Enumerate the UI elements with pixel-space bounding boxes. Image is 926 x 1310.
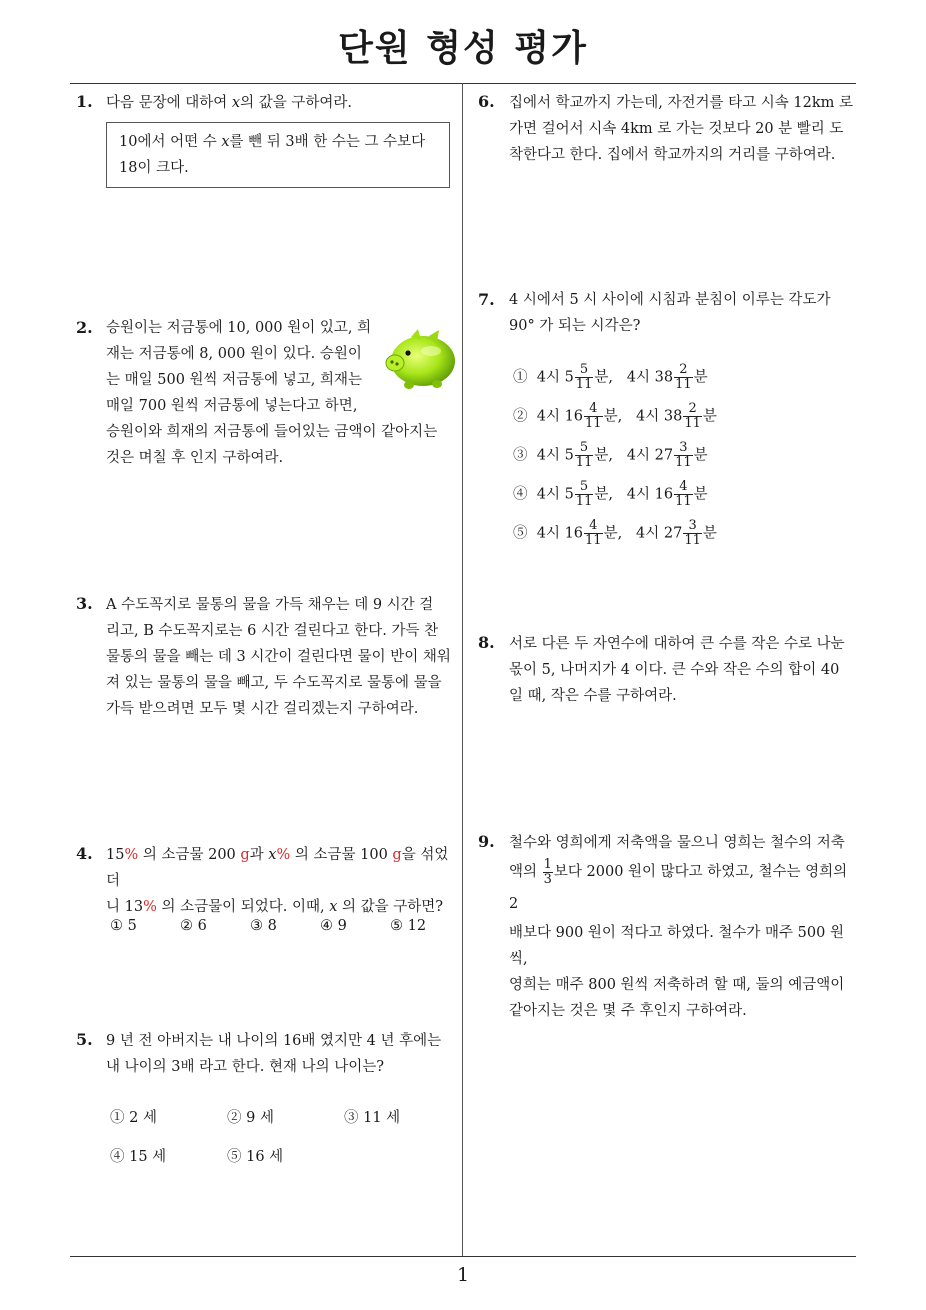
- problem-6-number: 6.: [478, 92, 495, 111]
- problem-8-line: 몫이 5, 나머지가 4 이다. 큰 수와 작은 수의 합이 40: [509, 662, 840, 678]
- problem-7-number: 7.: [478, 290, 495, 309]
- problem-5-line: 내 나이의 3배 라고 한다. 현재 나의 나이는?: [106, 1059, 384, 1075]
- problem-4-line-2: 니 13% 의 소금물이 되었다. 이때, x 의 값을 구하면?: [106, 899, 444, 915]
- fraction: $\frac{4}{11}$: [675, 479, 692, 509]
- problem-7-text: [509, 287, 859, 339]
- problem-3-line: 가득 받으려면 모두 몇 시간 걸리겠는지 구하여라.: [106, 701, 419, 717]
- fraction: $\frac{3}{11}$: [675, 440, 692, 470]
- page-title: 단원 형성 평가: [338, 28, 588, 69]
- problem-3-line: 져 있는 물통의 물을 빼고, 두 수도꼭지로 물통에 물을: [106, 675, 442, 691]
- problem-9-text: [509, 830, 859, 1024]
- problem-9-line: 배보다 900 원이 적다고 하였다. 철수가 매주 500 원씩,: [509, 925, 844, 967]
- choice-option[interactable]: ④ 15 세: [110, 1149, 167, 1165]
- problem-1-var: x: [231, 95, 241, 111]
- problem-6-line: 집에서 학교까지 가는데, 자전거를 타고 시속 12km 로: [509, 95, 853, 111]
- problem-2-number: 2.: [76, 318, 93, 337]
- problem-4-text: [106, 842, 458, 920]
- problem-9-line: 같아지는 것은 몇 주 후인지 구하여라.: [509, 1003, 747, 1019]
- problem-2-line: 승원이는 저금통에 10, 000 원이 있고, 희: [106, 320, 372, 336]
- problem-3-text: [106, 592, 458, 722]
- problem-3-line: 물통의 물을 빼는 데 3 시간이 걸린다면 물이 반이 채워: [106, 649, 451, 665]
- fraction: $\frac{2}{11}$: [675, 362, 692, 392]
- problem-1-box: [106, 122, 450, 188]
- problem-2-line: 는 매일 500 원씩 저금통에 넣고, 희재는: [106, 372, 363, 388]
- problem-8-line: 일 때, 작은 수를 구하여라.: [509, 688, 677, 704]
- choice-option[interactable]: ⑤ 16 세: [227, 1149, 284, 1165]
- problem-3-line: A 수도꼭지로 물통의 물을 가득 채우는 데 9 시간 걸: [106, 597, 434, 613]
- choice-option[interactable]: ④ 9: [320, 918, 347, 934]
- problem-2-line: 재는 저금통에 8, 000 원이 있다. 승원이: [106, 346, 362, 362]
- choice-option[interactable]: ⑤ 4시 16 $\frac{4}{11}$ 분, 4시 27 $\frac{3}{11}$ 분: [513, 518, 717, 548]
- problem-5-line: 9 년 전 아버지는 내 나이의 16배 였지만 4 년 후에는: [106, 1033, 442, 1049]
- problem-9-number: 9.: [478, 832, 495, 851]
- problem-9-line: 영희는 매주 800 원씩 저축하려 할 때, 둘의 예금액이: [509, 977, 845, 993]
- page-number: 1: [456, 1264, 470, 1286]
- choice-option[interactable]: ④ 4시 5 $\frac{5}{11}$ 분, 4시 16 $\frac{4}{11}$ 분: [513, 479, 708, 509]
- problem-2-line: 매일 700 원씩 저금통에 넣는다고 하면,: [106, 398, 358, 414]
- problem-6-line: 가면 걸어서 시속 4km 로 가는 것보다 20 분 빨리 도: [509, 121, 844, 137]
- choice-option[interactable]: ① 2 세: [110, 1110, 157, 1126]
- problem-1-number: 1.: [76, 92, 93, 111]
- fraction: $\frac{2}{11}$: [684, 401, 701, 431]
- problem-2-line: 것은 며칠 후 인지 구하여라.: [106, 450, 284, 466]
- problem-1-text: [106, 90, 352, 116]
- problem-6-text: [509, 90, 859, 168]
- choice-option[interactable]: ① 4시 5 $\frac{5}{11}$ 분, 4시 38 $\frac{2}{11}$ 분: [513, 362, 708, 392]
- column-divider: [462, 83, 463, 1257]
- problem-8-line: 서로 다른 두 자연수에 대하여 큰 수를 작은 수로 나눈: [509, 636, 845, 652]
- problem-2-line: 승원이와 희재의 저금통에 들어있는 금액이 같아지는: [106, 424, 438, 440]
- choice-option[interactable]: ③ 8: [250, 918, 277, 934]
- problem-8-text: [509, 631, 859, 709]
- choice-option[interactable]: ③ 11 세: [344, 1110, 401, 1126]
- choice-option[interactable]: ③ 4시 5 $\frac{5}{11}$ 분, 4시 27 $\frac{3}{11}$ 분: [513, 440, 708, 470]
- problem-4-line-1: 15% 의 소금물 200 g과 x% 의 소금물 100 g을 섞었더: [106, 847, 449, 889]
- choice-option[interactable]: ② 9 세: [227, 1110, 274, 1126]
- choice-option[interactable]: ② 6: [180, 918, 207, 934]
- problem-3-line: 리고, B 수도꼭지로는 6 시간 걸린다고 한다. 가득 찬: [106, 623, 439, 639]
- problem-9-line: 철수와 영희에게 저축액을 물으니 영희는 철수의 저축: [509, 835, 845, 851]
- fraction: $\frac{5}{11}$: [575, 362, 593, 392]
- fraction: $\frac{3}{11}$: [684, 518, 701, 548]
- problem-7-line: 4 시에서 5 시 사이에 시침과 분침이 이루는 각도가: [509, 292, 831, 308]
- problem-5-text: [106, 1028, 458, 1080]
- choice-option[interactable]: ⑤ 12: [390, 918, 427, 934]
- problem-1-box-line-2: 18이 크다.: [119, 160, 189, 176]
- top-rule: [70, 83, 856, 84]
- problem-7-line: 90° 가 되는 시각은?: [509, 318, 641, 334]
- fraction: $\frac{1}{3}$: [543, 856, 552, 887]
- problem-1-prompt-a: 다음 문장에 대하여: [106, 95, 232, 111]
- fraction: $\frac{5}{11}$: [575, 440, 593, 470]
- piggy-bank-icon: [381, 323, 457, 391]
- problem-3-number: 3.: [76, 594, 93, 613]
- bottom-rule: [70, 1256, 856, 1257]
- problem-8-number: 8.: [478, 633, 495, 652]
- problem-4-number: 4.: [76, 844, 93, 863]
- problem-9-line: 액의 $\frac{1}{3}$ 보다 2000 원이 많다고 하였고, 철수는 영희의 2: [509, 856, 848, 912]
- problem-5-number: 5.: [76, 1030, 93, 1049]
- fraction: $\frac{4}{11}$: [585, 401, 602, 431]
- fraction: $\frac{4}{11}$: [585, 518, 602, 548]
- choice-option[interactable]: ② 4시 16 $\frac{4}{11}$ 분, 4시 38 $\frac{2}{11}$ 분: [513, 401, 717, 431]
- problem-1-prompt-b: 의 값을 구하여라.: [240, 95, 352, 111]
- choice-option[interactable]: ① 5: [110, 918, 137, 934]
- fraction: $\frac{5}{11}$: [575, 479, 593, 509]
- problem-6-line: 착한다고 한다. 집에서 학교까지의 거리를 구하여라.: [509, 147, 836, 163]
- problem-1-box-line-1: 10에서 어떤 수 x를 뺀 뒤 3배 한 수는 그 수보다: [119, 134, 426, 150]
